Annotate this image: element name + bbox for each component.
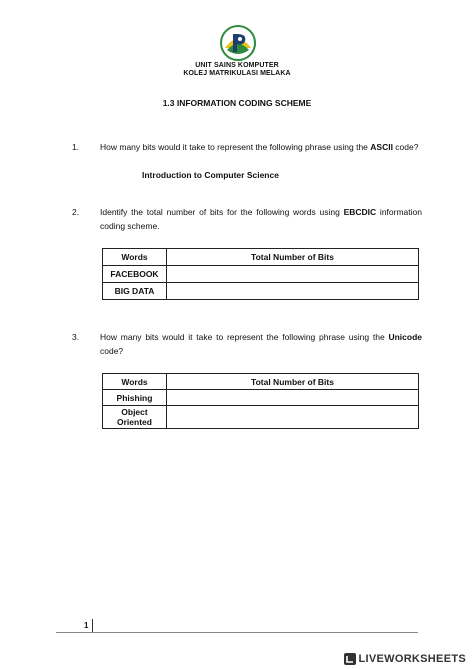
liveworksheets-brand[interactable]	[344, 652, 467, 666]
question-1-phrase: Introduction to Computer Science	[142, 170, 279, 180]
question-number: 2.	[72, 207, 80, 217]
brand-name: LIVEWORKSHEETS	[358, 653, 466, 665]
question-text: How many bits would it take to represent the following phrase using the Unicode code?	[100, 332, 422, 356]
column-header-bits: Total Number of Bits	[167, 374, 419, 390]
liveworksheets-logo-icon	[344, 653, 356, 665]
footer-rule	[56, 632, 418, 633]
table-row	[103, 406, 419, 429]
question-number: 3.	[72, 332, 80, 342]
table-header-row	[103, 249, 419, 266]
unit-name: UNIT SAINS KOMPUTER	[195, 62, 279, 69]
table-row	[103, 390, 419, 406]
word-line: Object	[121, 407, 148, 417]
word-line: Oriented	[117, 417, 152, 427]
word-cell: Phishing	[103, 390, 167, 406]
ebcdic-answer-table	[102, 248, 419, 300]
question-keyword: EBCDIC	[343, 207, 377, 217]
question-keyword: ASCII	[370, 142, 393, 152]
question-text: Identify the total number of bits for the following words using EBCDIC information coding scheme.	[100, 207, 422, 231]
college-name: KOLEJ MATRIKULASI MELAKA	[183, 70, 291, 77]
question-keyword: Unicode	[388, 332, 422, 342]
table-row	[103, 266, 419, 283]
answer-cell[interactable]	[167, 390, 419, 406]
page-title: 1.3 INFORMATION CODING SCHEME	[162, 98, 312, 108]
answer-cell[interactable]	[167, 266, 419, 283]
word-cell	[103, 406, 167, 429]
unicode-answer-table	[102, 373, 419, 429]
question-number: 1.	[72, 142, 80, 152]
table-row	[103, 283, 419, 300]
word-cell: FACEBOOK	[103, 266, 167, 283]
column-header-bits: Total Number of Bits	[167, 249, 419, 266]
page-number: 1	[84, 621, 89, 630]
table-header-row	[103, 374, 419, 390]
word-cell: BIG DATA	[103, 283, 167, 300]
column-header-words: Words	[103, 374, 167, 390]
answer-cell[interactable]	[167, 283, 419, 300]
column-header-words: Words	[103, 249, 167, 266]
question-text: How many bits would it take to represent the following phrase using the ASCII code?	[100, 142, 419, 152]
answer-cell[interactable]	[167, 406, 419, 429]
page-number-divider	[92, 619, 93, 633]
college-crest-icon	[219, 24, 257, 62]
